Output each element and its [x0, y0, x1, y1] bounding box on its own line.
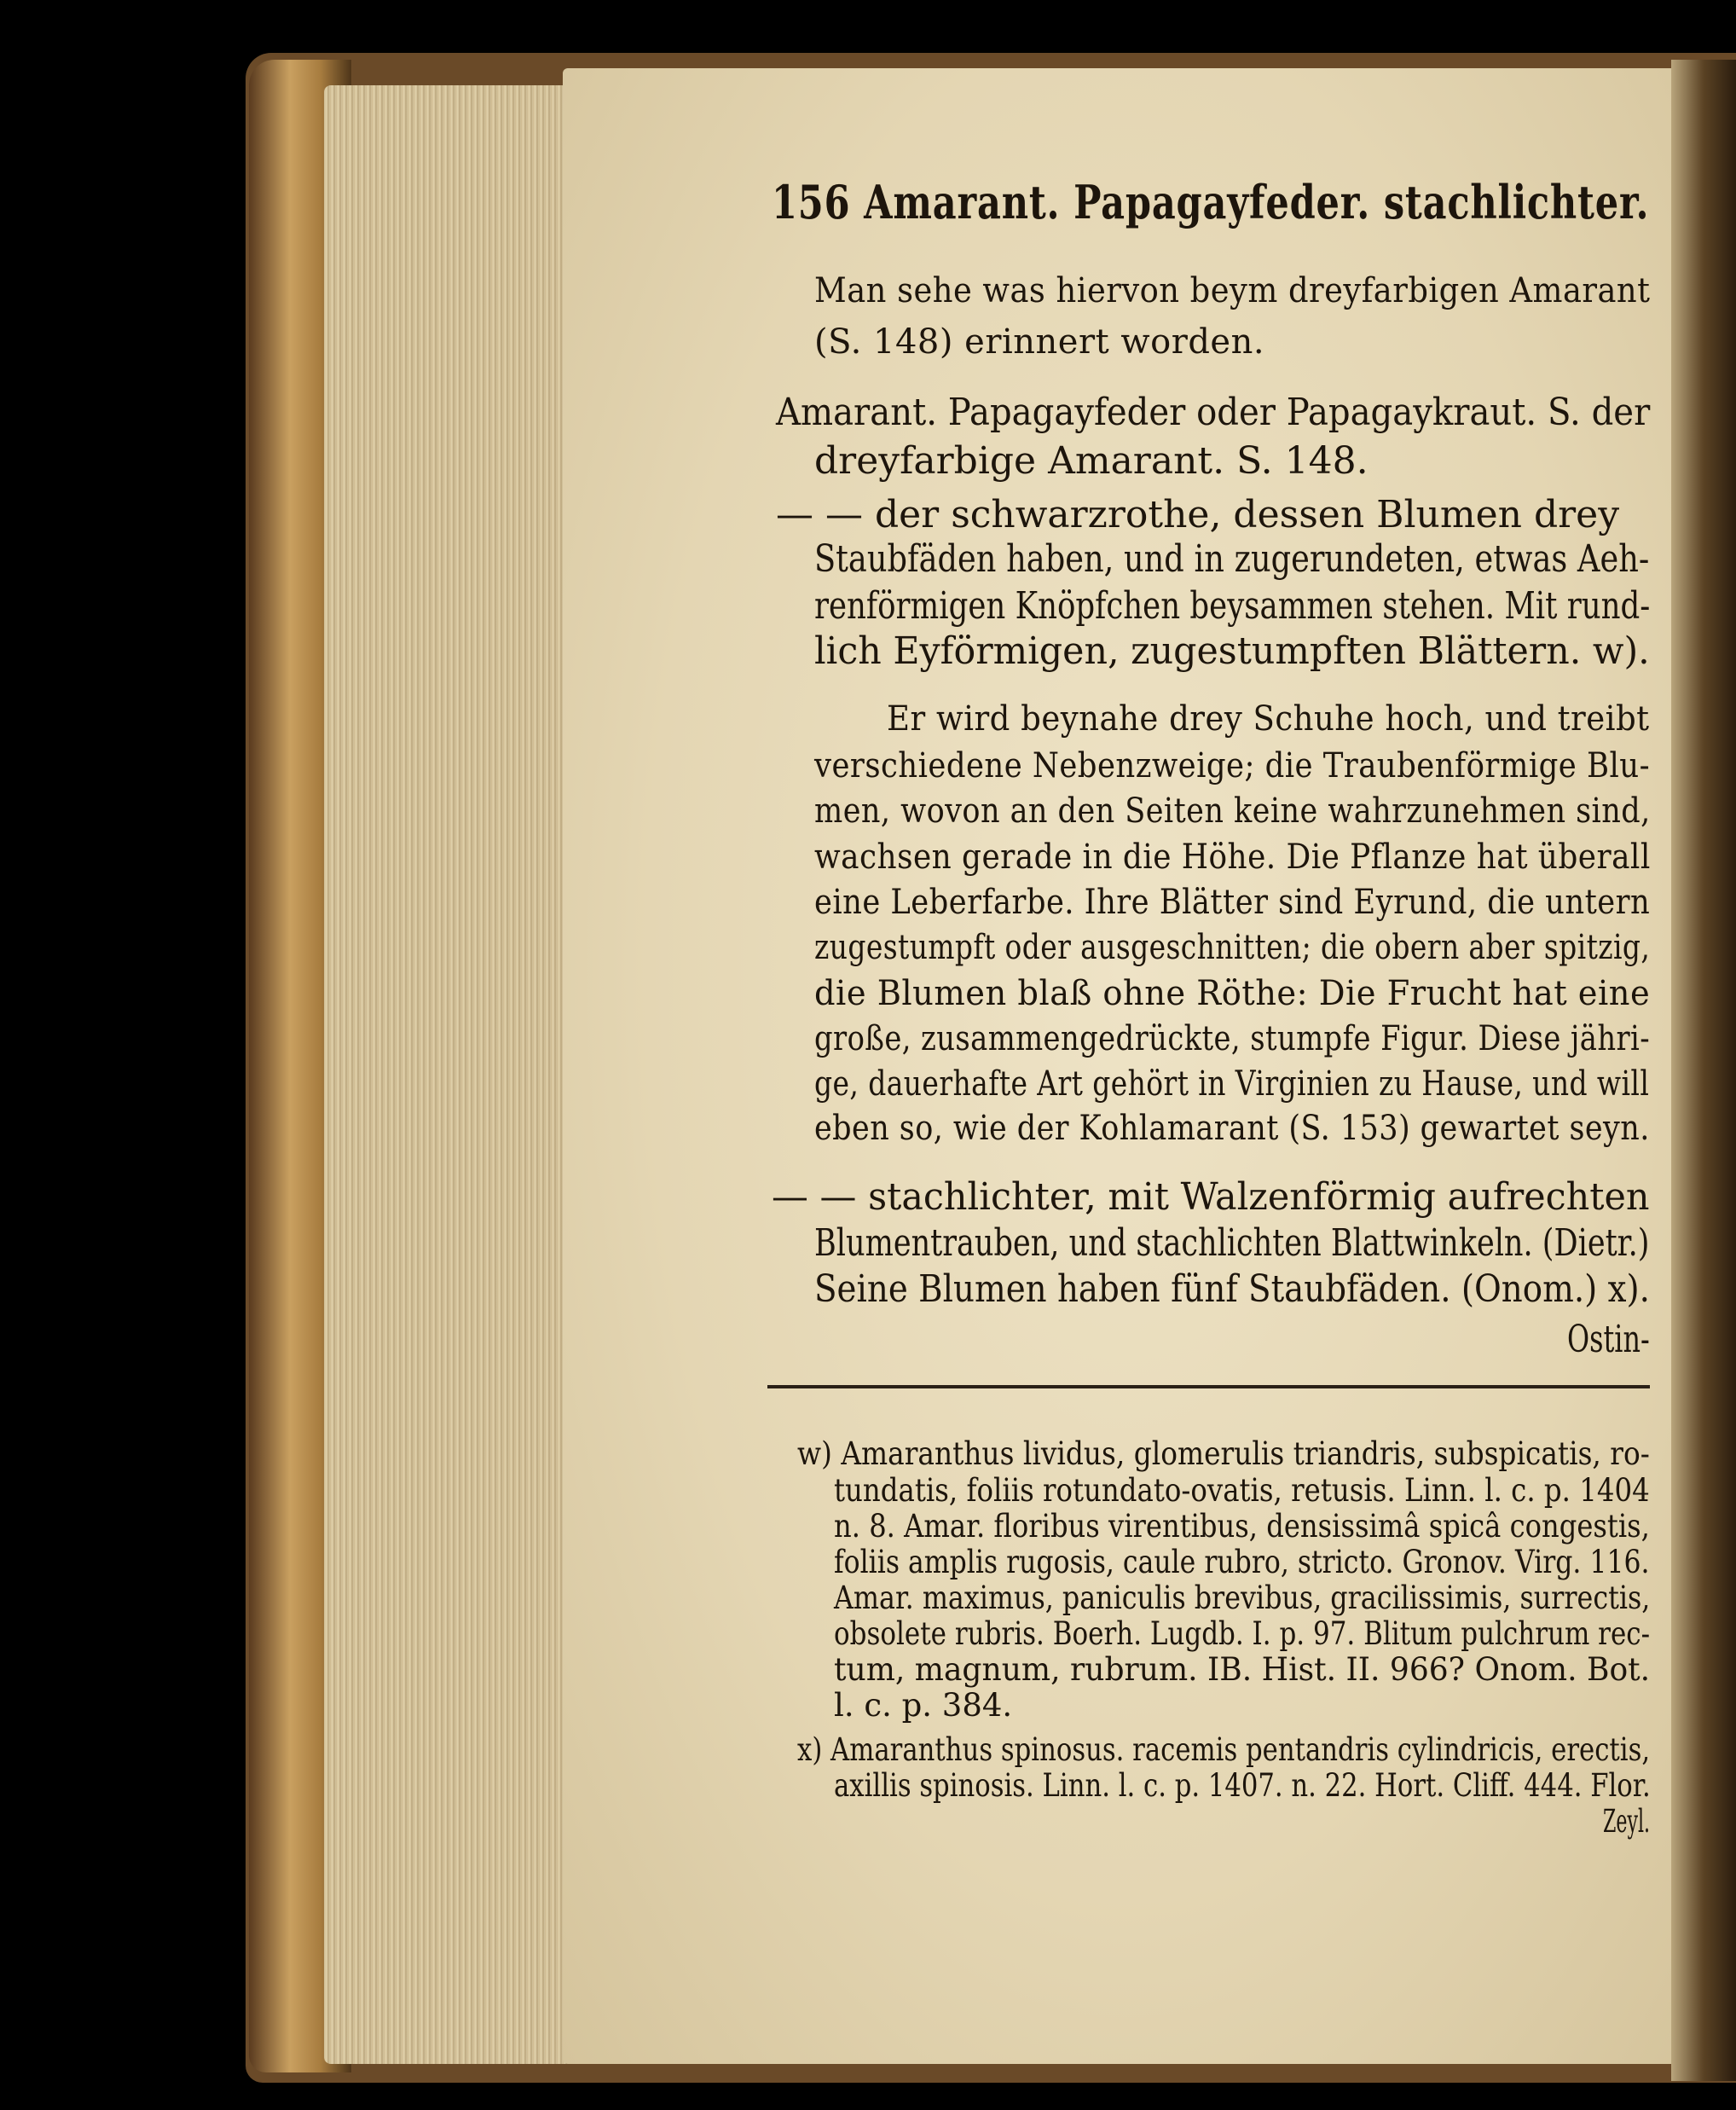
entry-line: lich Eyförmigen, zugestumpften Blättern. w).	[814, 629, 1650, 673]
book-gutter	[1671, 60, 1736, 2081]
catchword: Ostin-	[1567, 1318, 1650, 1361]
entry-line: Seine Blumen haben fünf Staubfäden. (Onom.) x).	[814, 1267, 1650, 1311]
footnote-line: tum, magnum, rubrum. IB. Hist. II. 966? Onom. Bot.	[834, 1651, 1651, 1688]
footnote-line: foliis amplis rugosis, caule rubro, stricto. Gronov. Virg. 116.	[834, 1544, 1650, 1580]
paragraph-line: eine Leberfarbe. Ihre Blätter sind Eyrund, die untern	[814, 883, 1651, 922]
paragraph-line: (S. 148) erinnert worden.	[814, 322, 1265, 362]
footnote-line: tundatis, foliis rotundato-ovatis, retusis. Linn. l. c. p. 1404	[834, 1472, 1650, 1509]
footnote-rule	[767, 1385, 1650, 1388]
paragraph-line: zugestumpft oder ausgeschnitten; die obern aber spitzig,	[814, 928, 1651, 967]
footnote-line: x) Amaranthus spinosus. racemis pentandris cylindricis, erectis,	[797, 1731, 1651, 1768]
entry-line: Staubfäden haben, und in zugerundeten, etwas Aeh-	[814, 537, 1650, 581]
entry-line: — — stachlichter, mit Walzenförmig aufrechten	[772, 1175, 1650, 1219]
entry-line: Amarant. Papagayfeder oder Papagaykraut. S. der	[776, 391, 1651, 434]
paragraph-line: eben so, wie der Kohlamarant (S. 153) gewartet seyn.	[814, 1109, 1650, 1148]
paragraph-line: ge, dauerhafte Art gehört in Virginien zu Hause, und will	[814, 1064, 1650, 1104]
entry-line: dreyfarbige Amarant. S. 148.	[814, 439, 1369, 483]
footnote-line: obsolete rubris. Boerh. Lugdb. I. p. 97. Blitum pulchrum rec-	[834, 1615, 1651, 1652]
footnote-line: n. 8. Amar. floribus virentibus, densissimâ spicâ congestis,	[834, 1508, 1650, 1545]
paragraph-line: die Blumen blaß ohne Röthe: Die Frucht hat eine	[814, 974, 1651, 1013]
footnote-line: axillis spinosis. Linn. l. c. p. 1407. n. 22. Hort. Cliff. 444. Flor.	[834, 1767, 1651, 1804]
page-header: 156 Amarant. Papagayfeder. stachlichter.	[772, 175, 1650, 229]
footnote-line: Zeyl.	[1603, 1803, 1651, 1840]
paragraph-line: große, zusammengedrückte, stumpfe Figur. Diese jähri-	[814, 1019, 1651, 1058]
paragraph-line: Er wird beynahe drey Schuhe hoch, und treibt	[887, 699, 1650, 739]
entry-line: — — der schwarzrothe, dessen Blumen drey	[776, 493, 1620, 536]
page-stack	[324, 85, 571, 2064]
entry-line: Blumentrauben, und stachlichten Blattwinkeln. (Dietr.)	[814, 1221, 1650, 1265]
paragraph-line: wachsen gerade in die Höhe. Die Pflanze hat überall	[814, 838, 1651, 877]
paragraph-line: verschiedene Nebenzweige; die Traubenförmige Blu-	[814, 746, 1651, 785]
footnote-line: l. c. p. 384.	[834, 1687, 1013, 1724]
footnote-line: w) Amaranthus lividus, glomerulis triandris, subspicatis, ro-	[797, 1435, 1650, 1472]
paragraph-line: men, wovon an den Seiten keine wahrzunehmen sind,	[814, 791, 1651, 831]
footnote-line: Amar. maximus, paniculis brevibus, gracilissimis, surrectis,	[834, 1580, 1651, 1616]
paragraph-line: Man sehe was hiervon beym dreyfarbigen Amarant	[814, 271, 1651, 310]
entry-line: renförmigen Knöpfchen beysammen stehen. Mit rund-	[814, 584, 1651, 628]
